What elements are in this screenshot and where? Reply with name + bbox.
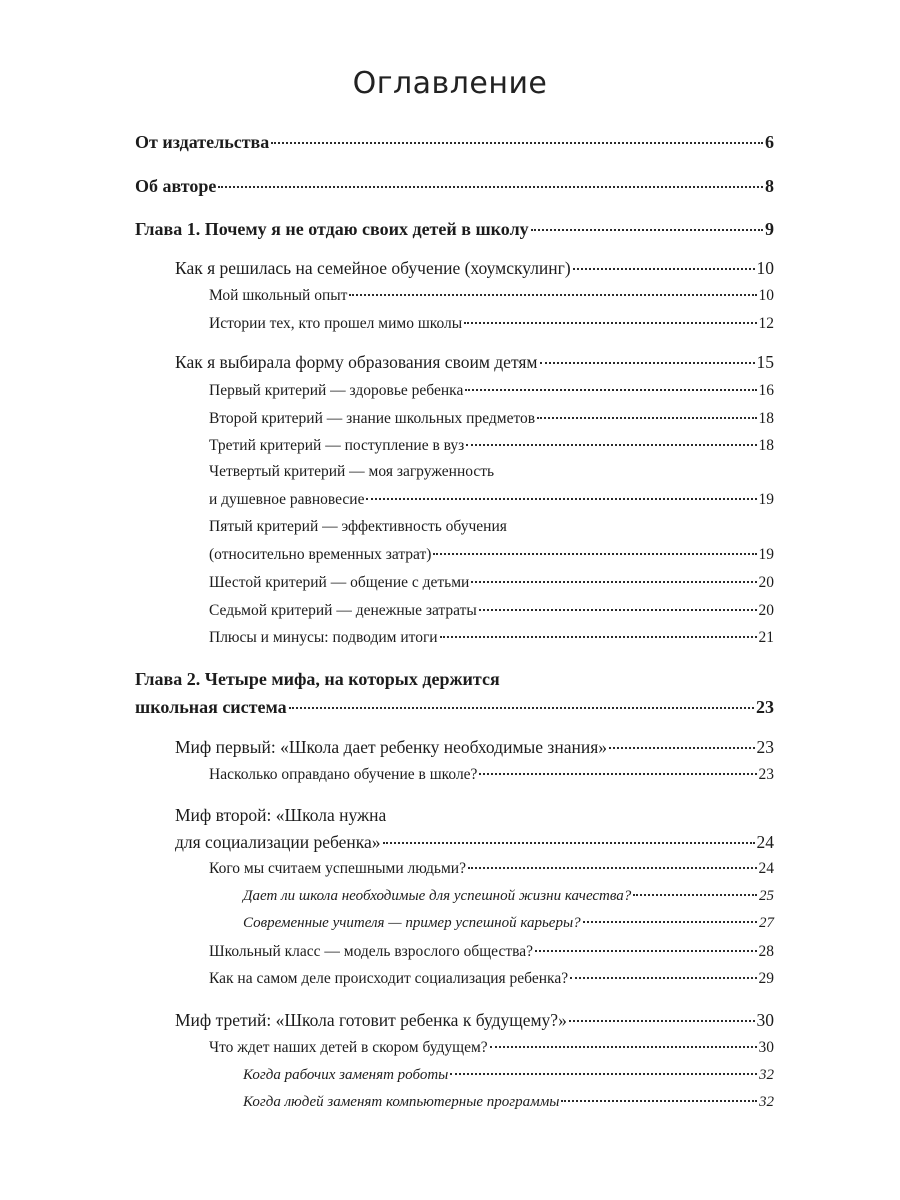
toc-page-number: 24	[758, 860, 774, 877]
toc-page-number: 20	[758, 602, 774, 619]
toc-page-number: 30	[756, 1010, 774, 1030]
toc-page-number: 27	[759, 915, 774, 931]
dot-leader	[468, 867, 757, 869]
toc-entry-title: Школьный класс — модель взрослого общества?	[209, 943, 533, 960]
toc-page-number: 18	[758, 410, 774, 427]
toc-entry-title: Плюсы и минусы: подводим итоги	[209, 629, 438, 646]
toc-section[interactable]	[175, 737, 774, 757]
dot-leader	[464, 322, 756, 324]
dot-leader	[540, 362, 755, 364]
toc-entry-title: Седьмой критерий — денежные затраты	[209, 602, 477, 619]
toc-subsection[interactable]	[209, 943, 774, 961]
dot-leader	[569, 1020, 755, 1022]
toc-subsection[interactable]	[209, 382, 774, 400]
toc-page-number: 23	[756, 737, 774, 757]
toc-section[interactable]	[175, 832, 774, 852]
toc-subsection[interactable]	[209, 546, 774, 564]
toc-page-number: 6	[765, 132, 774, 152]
toc-subsection[interactable]	[209, 437, 774, 455]
dot-leader	[466, 444, 756, 446]
toc-page-number: 25	[759, 888, 774, 904]
toc-entry-title-cont: для социализации ребенка»	[175, 832, 381, 852]
toc-page-number: 21	[758, 629, 774, 646]
toc-entry-title: Когда людей заменят компьютерные программы	[243, 1094, 560, 1110]
toc-page-number: 8	[765, 176, 774, 196]
toc-subsection[interactable]	[209, 970, 774, 988]
dot-leader	[218, 186, 763, 188]
toc-subsection[interactable]	[209, 574, 774, 592]
toc-entry-title: Глава 1. Почему я не отдаю своих детей в школу	[135, 219, 529, 239]
toc-entry-title-cont: школьная система	[135, 697, 287, 717]
toc-page-number: 15	[756, 352, 774, 372]
toc-page-number: 19	[758, 491, 774, 508]
toc-entry-title: Миф третий: «Школа готовит ребенка к будущему?»	[175, 1010, 567, 1030]
toc-page-number: 10	[758, 287, 774, 304]
dot-leader	[433, 553, 756, 555]
toc-entry-title: Что ждет наших детей в скором будущем?	[209, 1039, 488, 1056]
toc-entry-title: Первый критерий — здоровье ребенка	[209, 382, 464, 399]
dot-leader	[440, 636, 757, 638]
toc-entry-title: Второй критерий — знание школьных предметов	[209, 410, 536, 427]
dot-leader	[573, 268, 755, 270]
dot-leader	[537, 417, 756, 419]
toc-subsubsection[interactable]	[243, 1094, 774, 1111]
toc-entry-title: Дает ли школа необходимые для успешной жизни качества?	[243, 888, 632, 904]
toc-page-number: 24	[756, 832, 774, 852]
toc-entry-title: Истории тех, кто прошел мимо школы	[209, 315, 463, 332]
toc-chapter-first-line[interactable]: Глава 2. Четыре мифа, на которых держится	[135, 669, 500, 689]
dot-leader	[570, 977, 756, 979]
toc-subsubsection[interactable]	[243, 888, 774, 905]
toc-entry-title: Мой школьный опыт	[209, 287, 348, 304]
toc-page-number: 29	[758, 970, 774, 987]
dot-leader	[471, 581, 756, 583]
toc-entry-title: Об авторе	[135, 176, 217, 196]
toc-page-number: 19	[758, 546, 774, 563]
dot-leader	[479, 609, 757, 611]
dot-leader	[531, 229, 763, 231]
dot-leader	[633, 894, 757, 896]
toc-subsection[interactable]	[209, 766, 774, 784]
dot-leader	[490, 1046, 757, 1048]
toc-section[interactable]	[175, 258, 774, 278]
toc-page-number: 32	[759, 1067, 774, 1083]
toc-page-number: 28	[758, 943, 774, 960]
dot-leader	[349, 294, 756, 296]
toc-entry[interactable]	[135, 176, 774, 197]
toc-subsection[interactable]	[209, 1039, 774, 1057]
toc-page-number: 9	[765, 219, 774, 239]
toc-subsection[interactable]	[209, 287, 774, 305]
toc-subsection-first-line[interactable]: Четвертый критерий — моя загруженность	[209, 463, 495, 480]
toc-entry-title: Шестой критерий — общение с детьми	[209, 574, 470, 591]
dot-leader	[561, 1100, 757, 1102]
toc-entry-title-cont: (относительно временных затрат)	[209, 546, 432, 563]
toc-section-first-line[interactable]: Миф второй: «Школа нужна	[175, 805, 387, 825]
toc-chapter[interactable]	[135, 219, 774, 240]
toc-page-number: 10	[756, 258, 774, 278]
dot-leader	[289, 707, 754, 709]
toc-page-number: 16	[758, 382, 774, 399]
toc-subsection-first-line[interactable]: Пятый критерий — эффективность обучения	[209, 518, 507, 535]
toc-page-number: 32	[759, 1094, 774, 1110]
dot-leader	[383, 842, 755, 844]
toc-subsection[interactable]	[209, 629, 774, 647]
toc-subsection[interactable]	[209, 860, 774, 878]
toc-subsection[interactable]	[209, 410, 774, 428]
toc-subsection[interactable]	[209, 491, 774, 509]
toc-entry-title: Как я решилась на семейное обучение (хоумскулинг)	[175, 258, 571, 278]
dot-leader	[366, 498, 756, 500]
dot-leader	[479, 773, 756, 775]
dot-leader	[450, 1073, 757, 1075]
dot-leader	[535, 950, 757, 952]
dot-leader	[609, 747, 755, 749]
toc-page-number: 20	[758, 574, 774, 591]
toc-entry-title: Насколько оправдано обучение в школе?	[209, 766, 478, 783]
toc-chapter[interactable]	[135, 697, 774, 718]
toc-entry-title: От издательства	[135, 132, 270, 152]
toc-page-number: 12	[758, 315, 774, 332]
toc-entry-title-cont: и душевное равновесие	[209, 491, 365, 508]
toc-page-number: 30	[758, 1039, 774, 1056]
toc-page-number: 23	[756, 697, 774, 717]
toc-entry-title: Как на самом деле происходит социализация ребенка?	[209, 970, 569, 987]
toc-subsection[interactable]	[209, 315, 774, 333]
toc-subsection[interactable]	[209, 602, 774, 620]
toc-section[interactable]	[175, 352, 774, 372]
toc-subsubsection[interactable]	[243, 915, 774, 932]
dot-leader	[271, 142, 763, 144]
toc-entry-title: Третий критерий — поступление в вуз	[209, 437, 465, 454]
toc-section[interactable]	[175, 1010, 774, 1030]
toc-subsubsection[interactable]	[243, 1067, 774, 1084]
toc-page-number: 23	[758, 766, 774, 783]
toc-entry-title: Современные учителя — пример успешной карьеры?	[243, 915, 581, 931]
toc-entry-title: Когда рабочих заменят роботы	[243, 1067, 449, 1083]
dot-leader	[465, 389, 756, 391]
toc-page-number: 18	[758, 437, 774, 454]
toc-entry-title: Как я выбирала форму образования своим детям	[175, 352, 538, 372]
toc-entry-title: Миф первый: «Школа дает ребенку необходимые знания»	[175, 737, 607, 757]
toc-entry-title: Кого мы считаем успешными людьми?	[209, 860, 466, 877]
dot-leader	[583, 921, 757, 923]
toc-entry[interactable]	[135, 132, 774, 153]
page-title: Оглавление	[352, 66, 548, 101]
